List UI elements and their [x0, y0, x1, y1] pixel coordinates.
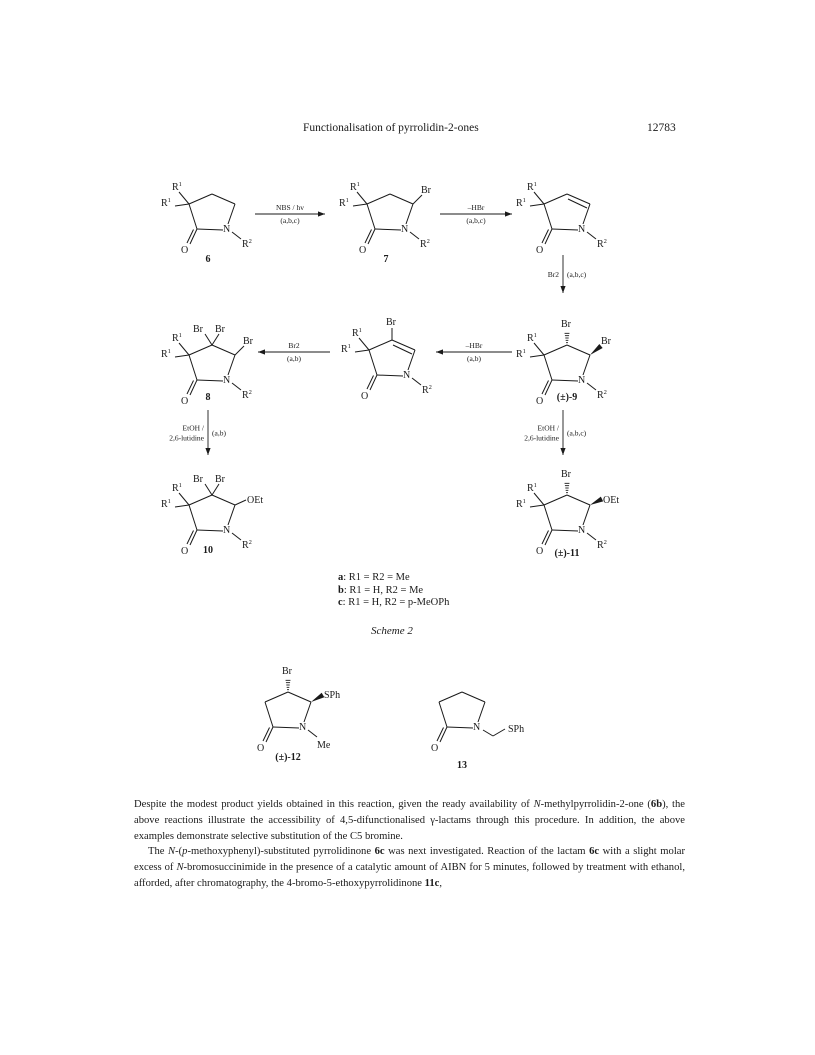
conditions-label: (a,b,c) — [567, 270, 587, 279]
bromine-label: Br — [282, 666, 292, 677]
page-number: 12783 — [647, 122, 676, 134]
ring-nitrogen: N — [299, 722, 307, 733]
paragraph-1: Despite the modest product yields obtained in this reaction, given the ready availability of N-methylpyrrolidin-2-one (6b), the above reactions illustrate the accessibility of 4,5-difunctionalised γ-lactams through this procedure. In addition, the above examples demonstrate selective substitution of the C5 bromine. — [134, 799, 685, 842]
r-group-label: $R^1$ — [172, 181, 182, 193]
reagent-label: 2,6-lutidine — [169, 433, 204, 443]
reagent-label: Br2 — [288, 341, 300, 350]
methyl-label: Me — [317, 740, 331, 751]
conditions-label: (a,b,c) — [280, 216, 300, 225]
carbonyl-oxygen: O — [536, 245, 544, 256]
ethoxy-label: OEt — [247, 495, 264, 506]
r-group-label: $R^2$ — [597, 389, 607, 401]
r-group-label: $R^2$ — [597, 238, 607, 250]
arrow-br2-1 — [548, 255, 587, 293]
r-group-label: $R^1$ — [527, 482, 537, 494]
r-group-label: $R^2$ — [420, 238, 430, 250]
reagent-label: –HBr — [467, 203, 485, 212]
compound-number: 10 — [203, 545, 213, 556]
r-group-label: $R^1$ — [352, 327, 362, 339]
bromine-label: Br — [601, 336, 611, 347]
arrow-etoh-2 — [524, 410, 586, 455]
arrow-etoh-1 — [169, 410, 226, 455]
r-group-label: $R^1$ — [516, 348, 526, 360]
bromine-label: Br — [561, 319, 571, 330]
ring-nitrogen: N — [578, 525, 586, 536]
reagent-label: 2,6-lutidine — [524, 433, 559, 443]
r-group-label: $R^1$ — [161, 498, 171, 510]
bromine-label: Br — [243, 336, 253, 347]
compound-13 — [431, 692, 524, 754]
legend-line-c: c: R1 = H, R2 = p-MeOPh — [338, 597, 450, 608]
carbonyl-oxygen: O — [536, 546, 544, 557]
reagent-label: EtOH / — [537, 423, 559, 433]
r-group-label: $R^1$ — [339, 197, 349, 209]
compound-number: 8 — [205, 392, 211, 403]
substituent-legend — [338, 572, 449, 610]
compound-7 — [339, 181, 432, 256]
ring-nitrogen: N — [578, 224, 586, 235]
reagent-label: –HBr — [465, 341, 483, 350]
compound-12 — [257, 666, 340, 754]
ring-nitrogen: N — [223, 375, 231, 386]
compound-11 — [516, 469, 619, 557]
r-group-label: $R^2$ — [597, 539, 607, 551]
conditions-label: (a,b) — [287, 354, 301, 363]
r-group-label: $R^1$ — [516, 197, 526, 209]
compound-number: 6 — [205, 254, 211, 265]
ring-nitrogen: N — [401, 224, 409, 235]
compound-number: (±)-11 — [554, 548, 580, 559]
r-group-label: $R^2$ — [422, 384, 432, 396]
ring-nitrogen: N — [473, 722, 481, 733]
carbonyl-oxygen: O — [431, 743, 439, 754]
reagent-label: NBS / hv — [276, 203, 304, 212]
ring-nitrogen: N — [403, 370, 411, 381]
arrow-br2-2 — [258, 341, 330, 363]
running-head: Functionalisation of pyrrolidin-2-ones — [303, 122, 479, 134]
bromine-label: Br — [386, 317, 396, 328]
phenylthio-label: SPh — [508, 724, 525, 735]
reagent-label: EtOH / — [182, 423, 204, 433]
r-group-label: $R^2$ — [242, 389, 252, 401]
scheme-caption: Scheme 2 — [371, 625, 413, 637]
carbonyl-oxygen: O — [361, 391, 369, 402]
reagent-label: Br2 — [547, 270, 559, 279]
conditions-label: (a,b,c) — [466, 216, 486, 225]
compound-number: (±)-9 — [556, 392, 578, 403]
compound-6 — [161, 181, 252, 256]
compound-number: (±)-12 — [275, 752, 301, 763]
compound-dihydro — [516, 181, 607, 256]
r-group-label: $R^1$ — [161, 197, 171, 209]
r-group-label: $R^1$ — [527, 332, 537, 344]
carbonyl-oxygen: O — [359, 245, 367, 256]
bromine-label: Br — [215, 474, 225, 485]
r-group-label: $R^2$ — [242, 238, 252, 250]
r-group-label: $R^2$ — [242, 539, 252, 551]
carbonyl-oxygen: O — [181, 546, 189, 557]
body-text — [134, 797, 685, 892]
ring-nitrogen: N — [223, 224, 231, 235]
compound-number: 7 — [383, 254, 389, 265]
carbonyl-oxygen: O — [536, 396, 544, 407]
bromine-label: Br — [193, 324, 203, 335]
compound-numbers — [203, 254, 579, 771]
r-group-label: $R^1$ — [527, 181, 537, 193]
r-group-label: $R^1$ — [516, 498, 526, 510]
legend-line-b: b: R1 = H, R2 = Me — [338, 584, 424, 596]
arrow-nbs — [255, 203, 325, 225]
bromine-label: Br — [561, 469, 571, 480]
ethoxy-label: OEt — [603, 495, 620, 506]
bromine-label: Br — [215, 324, 225, 335]
bromine-label: Br — [193, 474, 203, 485]
carbonyl-oxygen: O — [181, 245, 189, 256]
r-group-label: $R^1$ — [161, 348, 171, 360]
bromine-label: Br — [421, 185, 431, 196]
ring-nitrogen: N — [578, 375, 586, 386]
r-group-label: $R^1$ — [341, 343, 351, 355]
compound-bromo-ene — [341, 317, 432, 402]
carbonyl-oxygen: O — [257, 743, 265, 754]
paragraph-2: The N-(p-methoxyphenyl)-substituted pyrrolidinone 6c was next investigated. Reaction of the lactam 6c with a slight molar excess of N-bromosuccinimide in the presence of a catalytic amount of AIBN for 5 minutes, followed by treatment with ethanol, afforded, after chromatography, the 4-bromo-5-ethoxypyrrolidinone 11c, — [134, 846, 685, 889]
phenylthio-label: SPh — [324, 690, 341, 701]
arrow-hbr-2 — [436, 341, 512, 363]
conditions-label: (a,b) — [212, 428, 226, 438]
conditions-label: (a,b) — [467, 354, 481, 363]
conditions-label: (a,b,c) — [567, 428, 587, 438]
ring-nitrogen: N — [223, 525, 231, 536]
r-group-label: $R^1$ — [350, 181, 360, 193]
legend-line-a: a: R1 = R2 = Me — [338, 572, 410, 583]
arrow-hbr-1 — [440, 203, 512, 225]
r-group-label: $R^1$ — [172, 482, 182, 494]
compound-number: 13 — [457, 760, 467, 771]
carbonyl-oxygen: O — [181, 396, 189, 407]
r-group-label: $R^1$ — [172, 332, 182, 344]
